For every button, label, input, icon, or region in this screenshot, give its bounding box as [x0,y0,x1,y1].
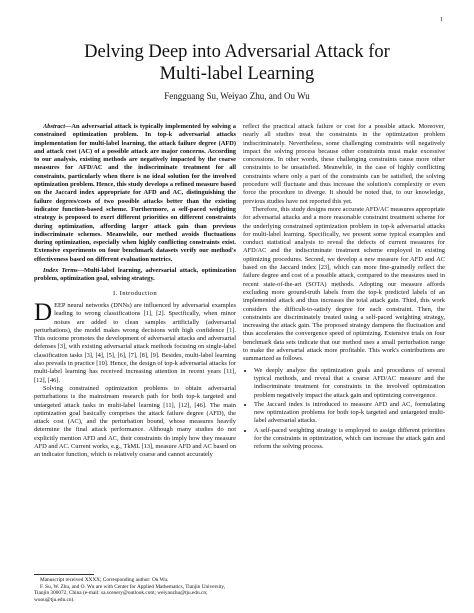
drop-cap: D [34,298,53,326]
paper-title [0,41,474,85]
title-line-1: Delving Deep into Adversarial Attack for [84,42,390,62]
right-column [243,123,445,453]
index-terms-label: Index Terms [43,267,78,275]
footnote-line-1: Manuscript received XXXX; Corresponding author: Ou Wu. [40,577,169,583]
intro-paragraph-2: Solving constrained optimization problems to obtain adversarial perturbations is the mainstream research path for both top-k targeted and untargeted attack tasks in multi-label learning [11], [12], [46]. The main optimization goal basically comprises the attack failure degree (AFD), the attack cost (AC), and the perturbation bound, whose measures heavily determine the final attack performance. Although many studies do not explicitly mention AFD and AC, their constraints do imply how they measure AFD and AC. Current works, e.g., TkML [13], measure AFD and AC based on an indicator function, which is relatively coarse and cannot accurately [34,384,236,459]
intro-paragraph-1-text: EEP neural networks (DNNs) are influenced by adversarial examples leading to wrong classifications [1], [2]. Specifically, when minor noises are added to clean samples artificially (adversarial perturbations), the model makes wrong decisions with high confidence [1]. This outcome promotes the development of adversarial attacks and adversarial defenses [3], with existing adversarial attack methods focusing on single-label classification tasks [3], [4], [5], [6], [7], [8], [9]. Besides, multi-label learning also prevails in practice [10]. Hence, the design of top-k adversarial attacks for multi-label learning has received increasing attention in recent years [11], [12], [46]. [34,301,236,384]
right-paragraph-2: Therefore, this study designs more accurate AFD/AC measures appropriate for adversarial attacks and a more reasonable constraint treatment scheme for the underlying constrained optimization problem in top-k adversarial attacks for multi-label learning. Specifically, we present some typical examples and conduct statistical analysis to reveal the defects of current measures for AFD/AC and the indiscriminate treatment scheme employed in existing optimizing procedures. Second, we develop a new measure for AFD and AC based on the Jaccard index [23], which can more fine-grainedly reflect the failure degree and cost of a possible attack, compared to the measures used in recent state-of-the-art (SOTA) methods. Adopting our measure affords excluding more ground-truth labels from the top-k predicted labels of an implemented attack and thus increases the total attack gain. Third, this work considers the difficult-to-satisfy degree for each constraint. Then, the constraints are discriminately treated using a self-paced weighting strategy, increasing the attack gain. The proposed strategy dampens the fluctuation and thus accelerates the convergence speed of optimizing. Extensive trials on four benchmark data sets indicate that our method uses a small perturbation range to make the adversarial attack more profitable. This work's contributions are summarized as follows. [243,205,445,363]
list-item: • A self-paced weighting strategy is employed to assign different priorities for the constraints in optimization, which can increase the attack gain and reform the solving process. [254,427,445,452]
footnote-rule [34,574,94,575]
author-list: Fengguang Su, Weiyao Zhu, and Ou Wu [164,91,310,101]
footnote-line-2: F. Su, W. Zhu, and O. Wu are with Center for Applied Mathematics, Tianjin University, Tianjin 300072, China (e-mail: sa.scenery@outlook.com; weiyaozhu@tju.edu.cn; wuou@tju.edu.cn). [34,583,226,603]
abstract [34,123,236,264]
intro-paragraph-1 [34,298,236,385]
left-column [34,123,236,460]
index-terms-text: —Multi-label learning, adversarial attack, optimization problem, optimization goal, solving strategy. [34,267,236,283]
list-item: • We deeply analyze the optimization goals and procedures of several typical methods, and reveal that a coarse AFD/AC measure and the indiscriminate treatment for constraints in the involved optimization problem negatively impact the attack gain and optimizing convergence. [254,367,445,400]
abstract-label: Abstract [43,123,66,130]
contributions-list [243,367,445,452]
index-terms [34,267,236,284]
footnote [34,574,236,603]
right-paragraph-1: reflect the practical attack failure or cost for a possible attack. Moreover, nearly all studies treat the constraints in the optimization problem indiscriminately. Nevertheless, some challenging constraints will negatively impact the solving process because other constraints must make excessive concessions. In other words, these challenging constraints cause more other constraints to be unsatisfied. Meanwhile, in the case of highly conflicting constraints where only a part of the constraints can be satisfied, the solving procedure will fluctuate and thus increase the solution's complexity or even force the procedure to diverge. It should be noted that, to our knowledge, previous studies have not reported this yet. [243,123,445,205]
title-line-2: Multi-label Learning [159,64,315,84]
section-heading-introduction: I. Introduction [112,289,158,297]
page-number: 1 [440,17,443,23]
abstract-text: —An adversarial attack is typically implemented by solving a constrained optimization problem. In top-k adversarial attacks implementation for multi-label learning, the attack failure degree (AFD) and attack cost (AC) of a possible attack are major concerns. According to our analysis, existing methods are negatively impacted by the coarse measures for AFD/AC and the indiscriminate treatment for all constraints, particularly when there is no ideal solution for the involved optimization problem. Hence, this study develops a refined measure based on the Jaccard index appropriate for AFD and AC, distinguishing the failure degrees/costs of two possible attacks better than the existing indicator function-based scheme. Furthermore, a self-paced weighting strategy is proposed to exert different priorities on different constraints during optimization, affording larger attack gain than previous indiscriminate schemes. Meanwhile, our method avoids fluctuations during optimization, especially when highly conflicting constraints exist. Extensive experiments on four benchmark datasets verify our method's effectiveness based on different evaluation metrics. [34,123,236,263]
list-item: • The Jaccard index is introduced to measure AFD and AC, formulating new optimization problems for both top-k targeted and untargeted multi-label adversarial attacks. [254,401,445,426]
